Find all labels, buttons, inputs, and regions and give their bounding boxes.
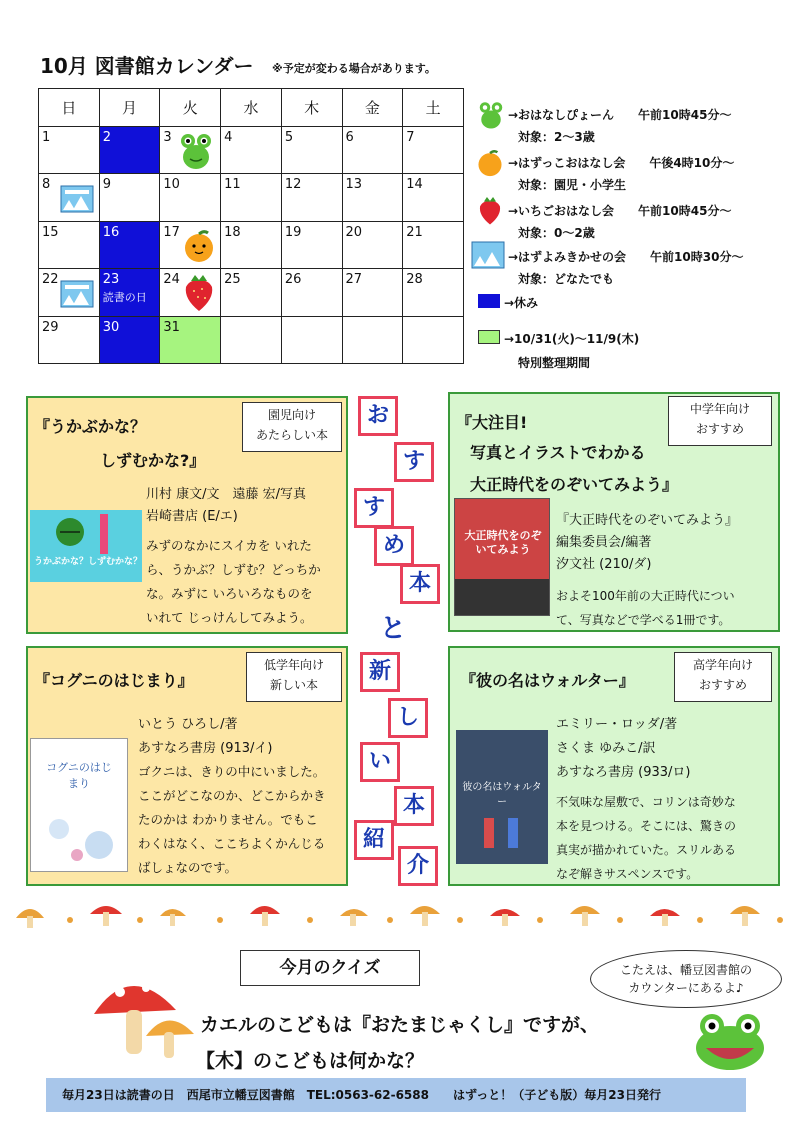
frog-icon: [178, 131, 214, 171]
book-cover: [454, 498, 550, 616]
weekday-sat: 土: [403, 89, 464, 127]
weekday-wed: 水: [221, 89, 282, 127]
calendar-day: 1: [39, 127, 100, 174]
calendar-day-empty: [281, 316, 342, 363]
book-description: みずのなかにスイカを いれた ら、うかぶ？しずむ？どっちか な。みずに いろいろなものを いれて じっけんしてみよう。: [146, 538, 321, 625]
book-subtitle: 『大正時代をのぞいてみよう』: [556, 513, 739, 528]
calendar-day: 28: [403, 269, 464, 316]
calendar-day-empty: [403, 316, 464, 363]
calendar-day: 14: [403, 174, 464, 221]
legend-closed-period-sub: 特別整理期間: [518, 356, 591, 370]
calendar-day: 6: [342, 127, 403, 174]
calendar-day: 12: [281, 174, 342, 221]
book-description: ゴクニは、きりの中にいました。 ここがどこなのか、どこからかき たのかは わかりません。でもこ わくはなく、ここちよくかんじる ばしょなのです。: [138, 764, 326, 875]
calendar-title: 10月 図書館カレンダー: [40, 54, 254, 78]
closed-period-swatch: [478, 330, 500, 344]
book-cover: [30, 510, 142, 582]
legend-item-target: 対象：0〜2歳: [518, 226, 595, 240]
calendar-day-holiday: 23 読書の日: [99, 269, 160, 316]
legend-item-target: 対象：2〜3歳: [518, 130, 595, 144]
calendar-day: 8: [39, 174, 100, 221]
reading-day-label: 読書の日: [102, 291, 147, 305]
answer-bubble: [590, 950, 782, 1008]
mushroom-icon: [10, 896, 790, 936]
book-cover-title: 彼の名はウォルター: [462, 782, 542, 808]
weekday-thu: 木: [281, 89, 342, 127]
calendar-day: 18: [221, 221, 282, 268]
audience-tag: 低学年向け 新しい本: [246, 652, 342, 702]
book-description: およそ100年前の大正時代につい て、写真などで学べる1冊です。: [556, 589, 735, 627]
audience-tag: 高学年向け おすすめ: [674, 652, 772, 702]
banner-char: い: [360, 742, 400, 782]
banner-char: し: [388, 698, 428, 738]
answer-line1: こたえは、幡豆図書館の: [619, 963, 752, 977]
weekday-sun: 日: [39, 89, 100, 127]
book-author: エミリー・ロッダ/著: [556, 717, 678, 732]
book-title: 『うかぶかな？: [34, 417, 147, 436]
calendar-day: 10: [160, 174, 221, 221]
book-translator: さくま ゆみこ/訳: [556, 741, 656, 756]
book-description: 不気味な屋敷で、コリンは奇妙な 本を見つける。そこには、驚きの 真実が描かれていた。スリルある なぞ解きサスペンスです。: [556, 795, 737, 881]
legend-item-yomikikase: →はずよみきかせの会 午前10時30分〜: [508, 250, 744, 264]
calendar-day-empty: [221, 316, 282, 363]
legend-item-ichigo: →いちごおはなし会 午前10時45分〜: [508, 204, 732, 218]
banner-char: 新: [360, 652, 400, 692]
legend-closed-period: →10/31(火)〜11/9(木): [504, 332, 640, 346]
weekday-fri: 金: [342, 89, 403, 127]
quiz-title: 今月のクイズ: [240, 950, 420, 986]
frog-icon: [690, 1012, 770, 1072]
book-cover: [456, 730, 548, 864]
book-publisher: 岩崎書店 (E/エ): [146, 509, 238, 524]
banner-char: す: [394, 442, 434, 482]
calendar-day: 25: [221, 269, 282, 316]
orange-icon: [476, 148, 504, 178]
calendar-day: 9: [99, 174, 160, 221]
legend-item-target: 対象：園児・小学生: [518, 178, 627, 192]
picture-book-icon: [59, 184, 95, 214]
calendar-day: 4: [221, 127, 282, 174]
book-cover-title: 大正時代をのぞいてみよう: [464, 529, 542, 556]
book-publisher: あすなろ書房 (933/ロ): [556, 765, 691, 780]
banner-char: す: [354, 488, 394, 528]
book-publisher: あすなろ書房 (913/イ): [138, 741, 273, 756]
book-title: 『彼の名はウォルター』: [460, 671, 635, 690]
calendar-day: 27: [342, 269, 403, 316]
picture-book-icon: [470, 240, 506, 270]
legend-holiday: →休み: [504, 296, 539, 310]
audience-tag: 中学年向け おすすめ: [668, 396, 772, 446]
book-cover-title: コグニのはじまり: [46, 761, 112, 790]
calendar-day: 5: [281, 127, 342, 174]
book-author: 編集委員会/編著: [556, 535, 652, 550]
book-author: いとう ひろし/著: [138, 717, 238, 732]
banner-char: 本: [400, 564, 440, 604]
legend-item-ohanashi-pyon: →おはなしぴょーん 午前10時45分〜: [508, 108, 732, 122]
strawberry-icon: [476, 194, 504, 226]
quiz-question-line1: カエルのこどもは『おたまじゃくし』ですが、: [200, 1014, 600, 1036]
calendar-day-closed: 31: [160, 316, 221, 363]
banner-char: 紹: [354, 820, 394, 860]
footer-bar: 毎月23日は読書の日 西尾市立幡豆図書館 TEL:0563-62-6588 はずっと！（子ども版）毎月23日発行: [46, 1078, 746, 1112]
book-author: 川村 康文/文 遠藤 宏/写真: [146, 487, 307, 502]
book-publisher: 汐文社 (210/ダ): [556, 557, 652, 572]
calendar-day: 7: [403, 127, 464, 174]
book-title: 『コグニのはじまり』: [34, 671, 194, 690]
calendar-day: 17: [160, 221, 221, 268]
banner-connector: と: [380, 614, 407, 644]
weekday-tue: 火: [160, 89, 221, 127]
answer-line2: カウンターにあるよ♪: [628, 981, 744, 995]
legend-item-hazukko: →はずっこおはなし会 午後4時10分〜: [508, 156, 735, 170]
calendar-day: 26: [281, 269, 342, 316]
banner-char: 介: [398, 846, 438, 886]
book-title-line3: 大正時代をのぞいてみよう』: [470, 475, 679, 494]
calendar-day-holiday: 16: [99, 221, 160, 268]
quiz-question-line2: 【木】のこどもは何かな？: [196, 1050, 425, 1072]
calendar-day: 3: [160, 127, 221, 174]
calendar-note: ※予定が変わる場合があります。: [272, 62, 436, 75]
book-title-line2: 写真とイラストでわかる: [470, 443, 646, 462]
book-title-line2: しずむかな?』: [100, 451, 206, 470]
calendar-day-empty: [342, 316, 403, 363]
calendar-day: 21: [403, 221, 464, 268]
strawberry-icon: [182, 271, 216, 313]
calendar-day: 24: [160, 269, 221, 316]
banner-char: 本: [394, 786, 434, 826]
book-title: 『大注目!: [456, 413, 528, 432]
frog-icon: [476, 100, 506, 130]
legend-item-target: 対象：どなたでも: [518, 272, 615, 286]
calendar-day-holiday: 30: [99, 316, 160, 363]
calendar-day: 20: [342, 221, 403, 268]
calendar-day: 22: [39, 269, 100, 316]
holiday-swatch: [478, 294, 500, 308]
calendar-day-holiday: 2: [99, 127, 160, 174]
banner-char: お: [358, 396, 398, 436]
book-cover: [30, 738, 128, 872]
orange-icon: [182, 228, 216, 264]
calendar-day: 11: [221, 174, 282, 221]
book-cover-title: うかぶかな？しずむかな？: [34, 557, 143, 567]
calendar-day: 13: [342, 174, 403, 221]
calendar-day: 15: [39, 221, 100, 268]
banner-char: め: [374, 526, 414, 566]
audience-tag: 園児向け あたらしい本: [242, 402, 342, 452]
picture-book-icon: [59, 279, 95, 309]
calendar-day: 29: [39, 316, 100, 363]
calendar-day: 19: [281, 221, 342, 268]
calendar-grid: [38, 88, 464, 364]
weekday-mon: 月: [99, 89, 160, 127]
mushroom-icon: [90, 966, 200, 1066]
